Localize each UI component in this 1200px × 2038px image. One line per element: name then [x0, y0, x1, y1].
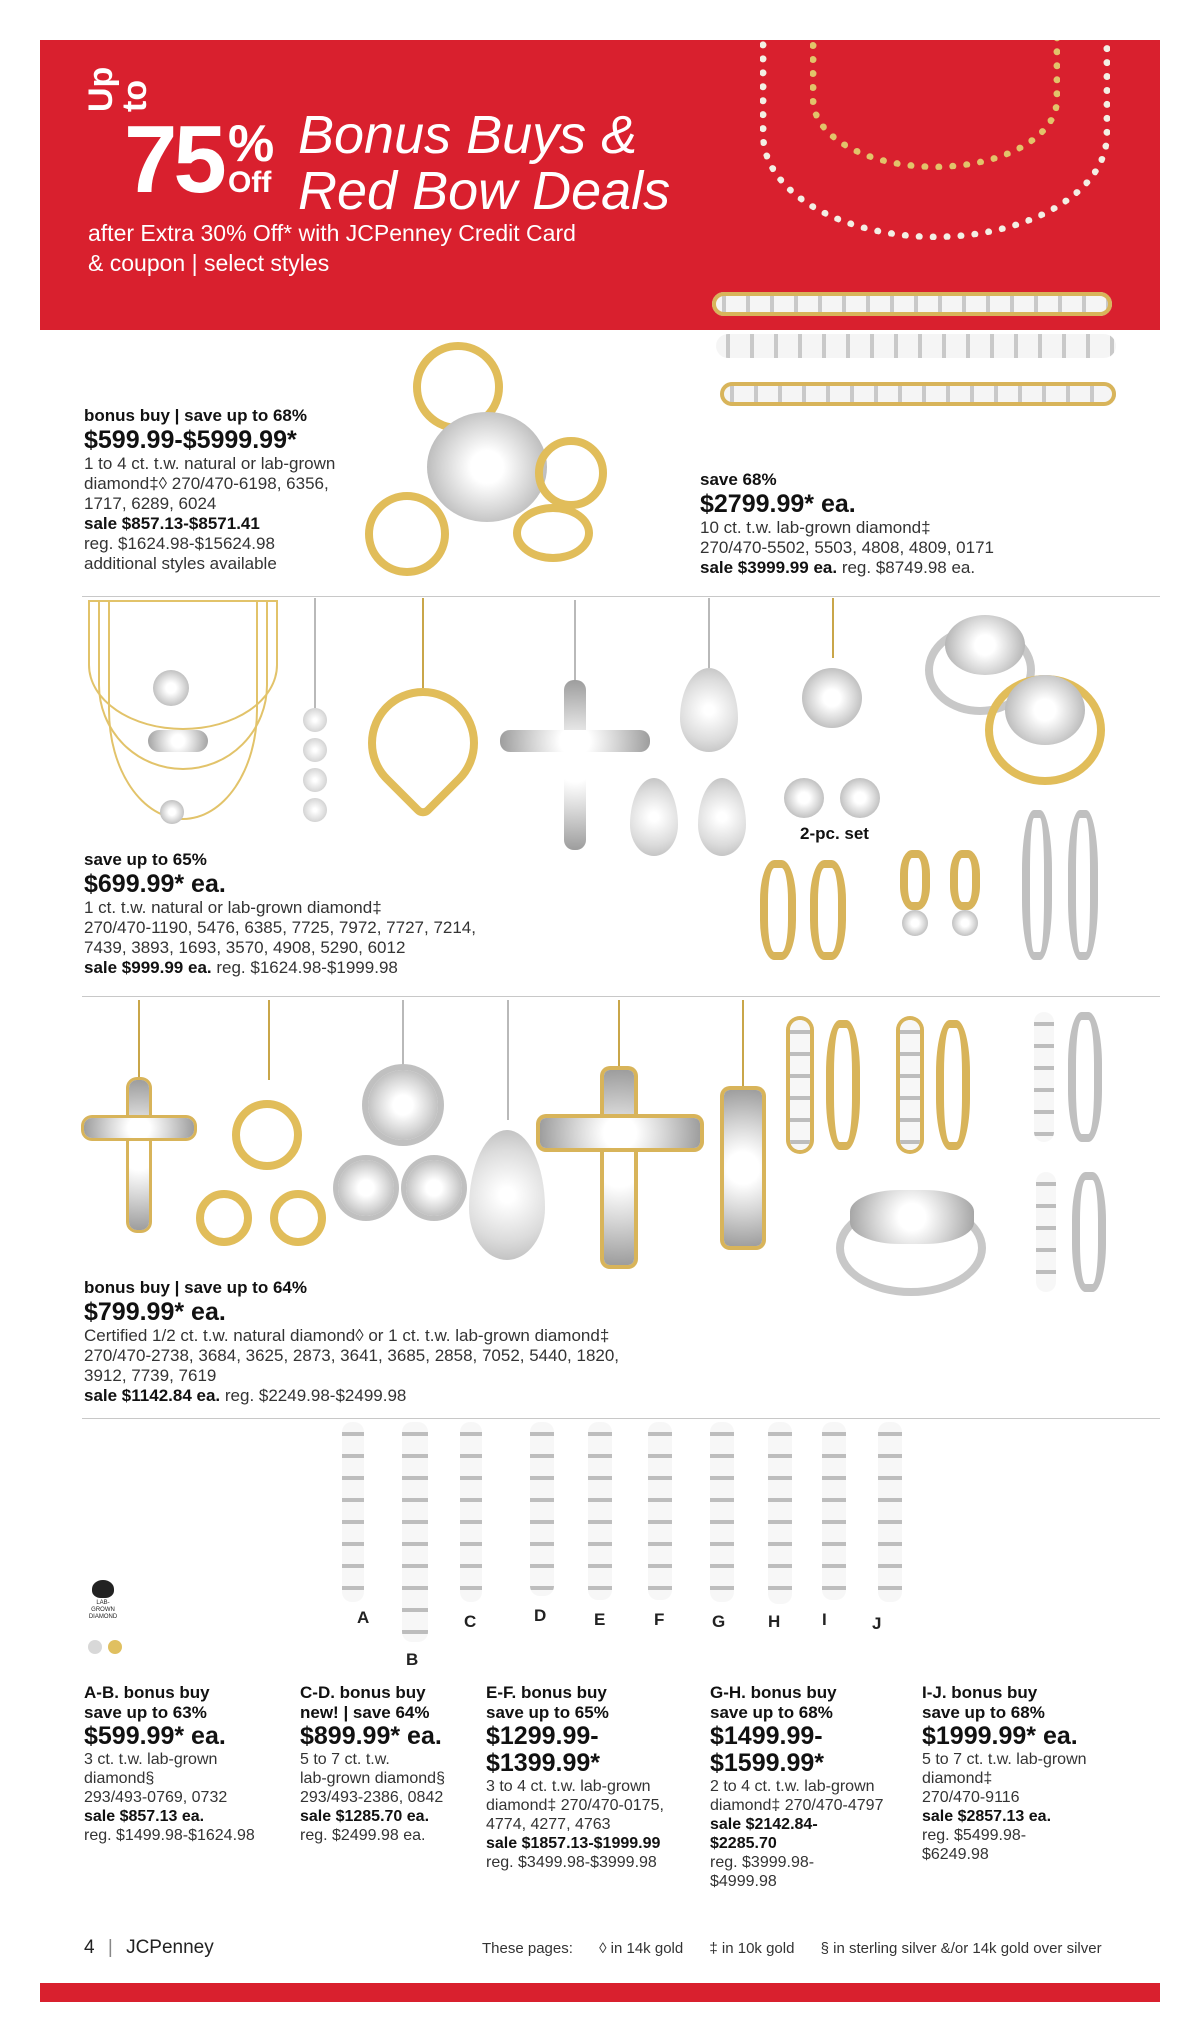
column-desc: 5 to 7 ct. t.w. lab-grown [922, 1751, 1087, 1768]
up-to-label: Up to [82, 66, 154, 112]
column-sale: sale $857.13 ea. [84, 1808, 205, 1825]
column-price-2: $1399.99* [486, 1749, 601, 1777]
bracelet-label-d: D [534, 1606, 547, 1625]
headline-line-2: Red Bow Deals [298, 161, 671, 221]
column-desc: 3 to 4 ct. t.w. lab-grown [486, 1778, 651, 1795]
column-subheader: save up to 68% [922, 1703, 1045, 1722]
offer-price: $2799.99* ea. [700, 490, 856, 518]
column-sale: sale $2857.13 ea. [922, 1808, 1052, 1825]
off-label: Off [228, 166, 272, 199]
banner-subtitle [88, 218, 648, 278]
gold-metal-swatch [108, 1640, 122, 1654]
offer-column-cd [300, 1683, 480, 1845]
column-desc: 4774, 4277, 4763 [486, 1816, 611, 1833]
headline-line-1: Bonus Buys & [298, 105, 638, 165]
section-divider [82, 996, 1160, 997]
bracelet-label-a: A [357, 1608, 370, 1627]
offer-desc-2: 270/470-2738, 3684, 3625, 2873, 3641, 3685, 2858, 7052, 5440, 1820, [84, 1346, 620, 1365]
brand-name: JCPenney [126, 1937, 214, 1958]
column-price-2: $1599.99* [710, 1749, 825, 1777]
offer-note: additional styles available [84, 554, 277, 573]
offer-desc-2: 270/470-1190, 5476, 6385, 7725, 7972, 7727, 7214, [84, 918, 476, 937]
column-price: $1299.99- [486, 1722, 599, 1750]
column-desc: 5 to 7 ct. t.w. [300, 1751, 390, 1768]
offer-sale: sale $3999.99 ea. [700, 558, 838, 577]
legend-14k-gold: ◊ in 14k gold [599, 1940, 684, 1957]
column-header: C-D. bonus buy [300, 1683, 426, 1702]
heart-pendant-image [358, 598, 488, 828]
gold-baguette-cross-image [540, 1000, 700, 1270]
page-number: 4 [84, 1937, 95, 1958]
layered-necklace-image [88, 600, 288, 840]
offer-column-ef [486, 1683, 696, 1872]
banner-subtitle-line-2: & coupon | select styles [88, 250, 330, 276]
footer-separator: | [107, 1937, 113, 1958]
column-subheader: new! | save 64% [300, 1703, 430, 1722]
offer-price: $799.99* ea. [84, 1298, 226, 1326]
column-sale: sale $1285.70 ea. [300, 1808, 430, 1825]
offer-reg: reg. $2249.98-$2499.98 [224, 1386, 407, 1405]
column-reg: reg. $3999.98- [710, 1854, 815, 1871]
promo-banner [40, 40, 1160, 330]
offer-price: $599.99-$5999.99* [84, 426, 297, 454]
offer-header: bonus buy | save up to 68% [84, 406, 307, 425]
offer-reg: reg. $1624.98-$1999.98 [216, 958, 398, 977]
set-label: 2-pc. set [800, 824, 869, 843]
legend-sterling-silver: § in sterling silver &/or 14k gold over silver [820, 1940, 1102, 1957]
column-reg: reg. $2499.98 ea. [300, 1827, 426, 1844]
halo-pendant-earrings-image [196, 1000, 336, 1250]
column-sale: sale $2142.84- [710, 1816, 818, 1833]
page-footer [84, 1937, 214, 1959]
column-desc: 270/470-9116 [922, 1789, 1020, 1806]
bracelet-label-e: E [594, 1610, 606, 1629]
teardrop-pendant-image [465, 1000, 550, 1265]
column-header: I-J. bonus buy [922, 1683, 1038, 1702]
offer-desc-3: 3912, 7739, 7619 [84, 1366, 217, 1385]
bracelet-label-i: I [822, 1610, 827, 1629]
offer-price: $699.99* ea. [84, 870, 226, 898]
column-reg-2: $6249.98 [922, 1846, 989, 1863]
column-header: G-H. bonus buy [710, 1683, 837, 1702]
offer-header: bonus buy | save up to 64% [84, 1278, 307, 1297]
offer-desc-1: 1 ct. t.w. natural or lab-grown diamond‡ [84, 898, 382, 917]
column-desc: lab-grown diamond§ [300, 1770, 445, 1787]
column-subheader: save up to 65% [486, 1703, 609, 1722]
section-divider [82, 1418, 1160, 1419]
column-desc: diamond‡ [922, 1770, 993, 1787]
column-reg: reg. $1499.98-$1624.98 [84, 1827, 255, 1844]
column-reg: reg. $5499.98- [922, 1827, 1027, 1844]
bracelet-label-h: H [768, 1612, 781, 1631]
offer-pendants-earrings [84, 850, 544, 978]
discount-percent: 75 [124, 106, 223, 213]
offer-column-ab [84, 1683, 284, 1845]
column-price: $1499.99- [710, 1722, 823, 1750]
column-reg-2: $4999.98 [710, 1873, 777, 1890]
offer-desc-2: 270/470-5502, 5503, 4808, 4809, 0171 [700, 538, 994, 557]
bracelet-label-j: J [872, 1614, 882, 1633]
column-price: $599.99* ea. [84, 1722, 226, 1750]
offer-header: save 68% [700, 470, 777, 489]
cluster-set-image [778, 598, 888, 818]
bottom-red-bar [40, 1983, 1160, 2002]
column-subheader: save up to 63% [84, 1703, 207, 1722]
bracelet-label-f: F [654, 1610, 665, 1629]
offer-desc-1: Certified 1/2 ct. t.w. natural diamond◊ or 1 ct. t.w. lab-grown diamond‡ [84, 1326, 610, 1345]
bracelet-label-g: G [712, 1612, 726, 1631]
offer-bracelets [700, 470, 1120, 578]
silver-metal-swatch [88, 1640, 102, 1654]
silver-halo-set-image [338, 1000, 468, 1220]
percent-sign: % [228, 115, 275, 173]
column-header: E-F. bonus buy [486, 1683, 607, 1702]
column-desc: 2 to 4 ct. t.w. lab-grown [710, 1778, 875, 1795]
lab-grown-icon-text: LAB-GROWN DIAMOND [88, 1600, 118, 1620]
lab-grown-bracelets-image [330, 1422, 930, 1642]
cluster-band-ring-image [836, 1190, 986, 1300]
offer-desc-1: 1 to 4 ct. t.w. natural or lab-grown [84, 454, 336, 473]
teardrop-jewelry-image [620, 598, 760, 878]
drop-pendant-image [295, 598, 335, 838]
legend-10k-gold: ‡ in 10k gold [709, 1940, 795, 1957]
metal-legend [482, 1940, 1124, 1957]
bracelet-label-c: C [464, 1612, 477, 1631]
offer-sale: sale $999.99 ea. [84, 958, 212, 977]
offer-rings [84, 406, 414, 574]
section-divider [82, 596, 1160, 597]
offer-certified-diamonds [84, 1278, 724, 1406]
offer-desc-2: diamond‡◊ 270/470-6198, 6356, [84, 474, 329, 493]
column-sale-2: $2285.70 [710, 1835, 777, 1852]
column-price: $1999.99* ea. [922, 1722, 1078, 1750]
column-reg: reg. $3499.98-$3999.98 [486, 1854, 657, 1871]
column-desc: 3 ct. t.w. lab-grown [84, 1751, 218, 1768]
lab-grown-diamond-icon [86, 1580, 120, 1621]
cluster-rings-image [925, 605, 1120, 795]
offer-desc-3: 7439, 3893, 1693, 3570, 4908, 5290, 6012 [84, 938, 406, 957]
legend-label: These pages: [482, 1940, 573, 1957]
offer-sale: sale $1142.84 ea. [84, 1386, 221, 1405]
tennis-bracelets-image [712, 292, 1120, 442]
offer-desc-1: 10 ct. t.w. lab-grown diamond‡ [700, 518, 931, 537]
offer-sale: sale $857.13-$8571.41 [84, 514, 260, 533]
bar-pendant-image [718, 1000, 768, 1250]
offer-column-gh [710, 1683, 910, 1891]
offer-reg: reg. $8749.98 ea. [841, 558, 976, 577]
column-desc: diamond‡ 270/470-0175, [486, 1797, 664, 1814]
column-subheader: save up to 68% [710, 1703, 833, 1722]
offer-column-ij [922, 1683, 1122, 1864]
banner-subtitle-line-1: after Extra 30% Off* with JCPenney Credit Card [88, 220, 576, 246]
offer-desc-3: 1717, 6289, 6024 [84, 494, 217, 513]
offer-header: save up to 65% [84, 850, 207, 869]
column-desc: diamond‡ 270/470-4797 [710, 1797, 884, 1814]
bracelet-label-b: B [406, 1650, 419, 1669]
column-price: $899.99* ea. [300, 1722, 442, 1750]
hoop-earrings-image [760, 800, 1120, 970]
column-desc: 293/493-0769, 0732 [84, 1789, 228, 1806]
gold-cross-pendant-image [84, 1000, 194, 1235]
column-header: A-B. bonus buy [84, 1683, 210, 1702]
column-desc: 293/493-2386, 0842 [300, 1789, 444, 1806]
column-sale: sale $1857.13-$1999.99 [486, 1835, 661, 1852]
offer-reg: reg. $1624.98-$15624.98 [84, 534, 275, 553]
column-desc: diamond§ [84, 1770, 155, 1787]
